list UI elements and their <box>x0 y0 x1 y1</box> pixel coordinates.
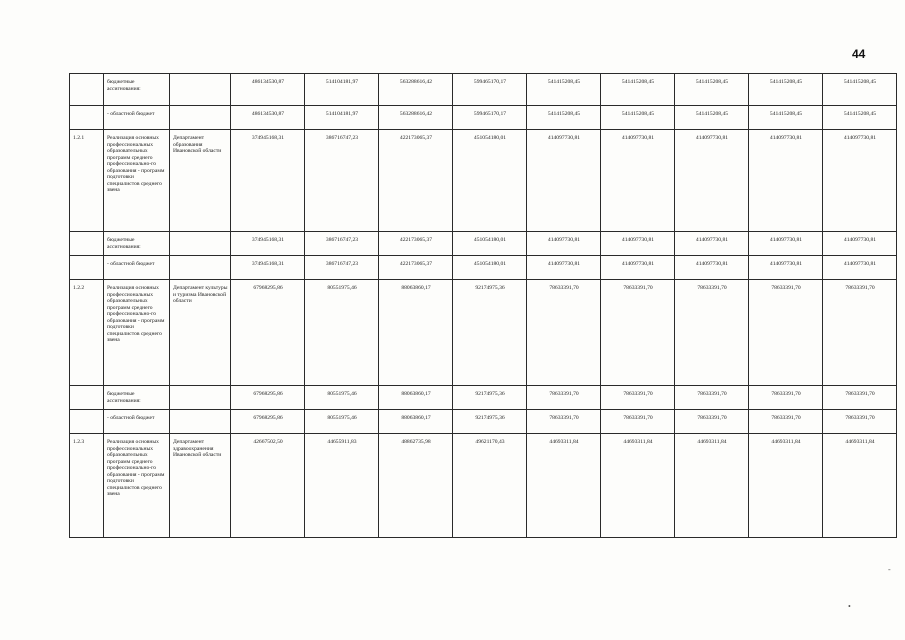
row-dept-cell <box>170 386 231 410</box>
amount-cell: 44693311,84 <box>601 434 675 538</box>
amount-cell: 386716747,23 <box>305 256 379 280</box>
row-name-cell: - областной бюджет <box>104 106 170 130</box>
table-row <box>70 386 897 410</box>
amount-cell: 563288616,42 <box>379 106 453 130</box>
amount-cell: 541415208,45 <box>675 106 749 130</box>
amount-cell: 44693311,84 <box>527 434 601 538</box>
amount-cell: 451054180,01 <box>453 232 527 256</box>
amount-cell: 414097730,81 <box>749 232 823 256</box>
amount-cell: 49621170,43 <box>453 434 527 538</box>
row-dept-cell <box>170 410 231 434</box>
amount-cell: 44693311,84 <box>823 434 897 538</box>
amount-cell: 78633391,70 <box>601 410 675 434</box>
amount-cell: 414097730,81 <box>823 130 897 232</box>
amount-cell: 422173065,37 <box>379 232 453 256</box>
amount-cell: 414097730,81 <box>823 232 897 256</box>
amount-cell: 78633391,70 <box>675 280 749 386</box>
amount-cell: 422173065,37 <box>379 130 453 232</box>
amount-cell: 414097730,81 <box>601 130 675 232</box>
row-name-cell: Реализация основных профессиональных образовательных программ среднего профессионально-го образования - программ подготовки специалистов среднего звена <box>104 280 170 386</box>
table-row <box>70 256 897 280</box>
row-code-cell <box>70 256 104 280</box>
amount-cell: 541415208,45 <box>601 106 675 130</box>
row-name-cell: бюджетные ассигнования: <box>104 74 170 106</box>
amount-cell: 44693311,84 <box>675 434 749 538</box>
amount-cell: 78633391,70 <box>601 280 675 386</box>
amount-cell: 451054180,01 <box>453 130 527 232</box>
row-dept-cell: Департамент здравоохранения Ивановской области <box>170 434 231 538</box>
row-code-cell <box>70 232 104 256</box>
amount-cell: 414097730,81 <box>601 232 675 256</box>
amount-cell: 541415208,45 <box>823 106 897 130</box>
row-dept-cell: Департамент культуры и туризма Ивановской области <box>170 280 231 386</box>
table-row <box>70 434 897 538</box>
amount-cell: 486134530,87 <box>231 74 305 106</box>
amount-cell: 88063860,17 <box>379 386 453 410</box>
amount-cell: 78633391,70 <box>527 386 601 410</box>
amount-cell: 88063860,17 <box>379 280 453 386</box>
amount-cell: 414097730,81 <box>823 256 897 280</box>
amount-cell: 78633391,70 <box>749 410 823 434</box>
row-code-cell: 1.2.2 <box>70 280 104 386</box>
row-name-cell: Реализация основных профессиональных образовательных программ среднего профессионально-го образования - программ подготовки специалистов среднего звена <box>104 434 170 538</box>
amount-cell: 451054180,01 <box>453 256 527 280</box>
amount-cell: 67968295,86 <box>231 280 305 386</box>
amount-cell: 92174975,36 <box>453 410 527 434</box>
amount-cell: 541415208,45 <box>527 106 601 130</box>
amount-cell: 78633391,70 <box>823 280 897 386</box>
amount-cell: 414097730,81 <box>527 256 601 280</box>
amount-cell: 67968295,86 <box>231 386 305 410</box>
amount-cell: 599465170,17 <box>453 74 527 106</box>
amount-cell: 374945168,31 <box>231 232 305 256</box>
amount-cell: 541415208,45 <box>675 74 749 106</box>
row-dept-cell <box>170 74 231 106</box>
amount-cell: 386716747,23 <box>305 130 379 232</box>
amount-cell: 78633391,70 <box>823 386 897 410</box>
row-code-cell <box>70 386 104 410</box>
amount-cell: 514104181,97 <box>305 106 379 130</box>
amount-cell: 374945168,31 <box>231 256 305 280</box>
amount-cell: 78633391,70 <box>749 280 823 386</box>
amount-cell: 78633391,70 <box>823 410 897 434</box>
amount-cell: 78633391,70 <box>675 410 749 434</box>
amount-cell: 414097730,81 <box>749 130 823 232</box>
amount-cell: 78633391,70 <box>527 410 601 434</box>
scan-speck: • <box>848 602 851 611</box>
table-row <box>70 106 897 130</box>
amount-cell: 414097730,81 <box>601 256 675 280</box>
amount-cell: 422173065,37 <box>379 256 453 280</box>
amount-cell: 78633391,70 <box>675 386 749 410</box>
row-code-cell: 1.2.1 <box>70 130 104 232</box>
amount-cell: 541415208,45 <box>749 74 823 106</box>
amount-cell: 44693311,84 <box>749 434 823 538</box>
amount-cell: 78633391,70 <box>601 386 675 410</box>
row-dept-cell <box>170 232 231 256</box>
amount-cell: 599465170,17 <box>453 106 527 130</box>
amount-cell: 541415208,45 <box>823 74 897 106</box>
scan-speck: - <box>888 565 891 574</box>
amount-cell: 414097730,81 <box>749 256 823 280</box>
page-number: 44 <box>852 47 866 61</box>
amount-cell: 514104181,97 <box>305 74 379 106</box>
amount-cell: 92174975,36 <box>453 386 527 410</box>
table-row <box>70 130 897 232</box>
table-row <box>70 232 897 256</box>
amount-cell: 386716747,23 <box>305 232 379 256</box>
row-name-cell: Реализация основных профессиональных образовательных программ среднего профессионально-го образования - программ подготовки специалистов среднего звена <box>104 130 170 232</box>
amount-cell: 414097730,81 <box>675 130 749 232</box>
table-row <box>70 74 897 106</box>
row-name-cell: - областной бюджет <box>104 256 170 280</box>
amount-cell: 48862735,98 <box>379 434 453 538</box>
table-row <box>70 280 897 386</box>
amount-cell: 80551975,46 <box>305 386 379 410</box>
amount-cell: 374945168,31 <box>231 130 305 232</box>
row-code-cell <box>70 410 104 434</box>
amount-cell: 44655911,83 <box>305 434 379 538</box>
amount-cell: 486134530,87 <box>231 106 305 130</box>
amount-cell: 78633391,70 <box>749 386 823 410</box>
amount-cell: 67968295,86 <box>231 410 305 434</box>
amount-cell: 88063860,17 <box>379 410 453 434</box>
amount-cell: 414097730,81 <box>527 130 601 232</box>
table-row <box>70 410 897 434</box>
amount-cell: 541415208,45 <box>749 106 823 130</box>
amount-cell: 541415208,45 <box>601 74 675 106</box>
budget-table <box>69 73 897 538</box>
amount-cell: 414097730,81 <box>675 256 749 280</box>
row-name-cell: бюджетные ассигнования: <box>104 232 170 256</box>
amount-cell: 78633391,70 <box>527 280 601 386</box>
amount-cell: 563288616,42 <box>379 74 453 106</box>
row-dept-cell: Департамент образования Ивановской области <box>170 130 231 232</box>
row-code-cell <box>70 74 104 106</box>
amount-cell: 42667502,50 <box>231 434 305 538</box>
row-dept-cell <box>170 256 231 280</box>
amount-cell: 414097730,81 <box>675 232 749 256</box>
row-name-cell: бюджетные ассигнования: <box>104 386 170 410</box>
row-dept-cell <box>170 106 231 130</box>
amount-cell: 414097730,81 <box>527 232 601 256</box>
row-name-cell: - областной бюджет <box>104 410 170 434</box>
amount-cell: 92174975,36 <box>453 280 527 386</box>
row-code-cell: 1.2.3 <box>70 434 104 538</box>
row-code-cell <box>70 106 104 130</box>
amount-cell: 80551975,46 <box>305 410 379 434</box>
amount-cell: 541415208,45 <box>527 74 601 106</box>
amount-cell: 80551975,46 <box>305 280 379 386</box>
